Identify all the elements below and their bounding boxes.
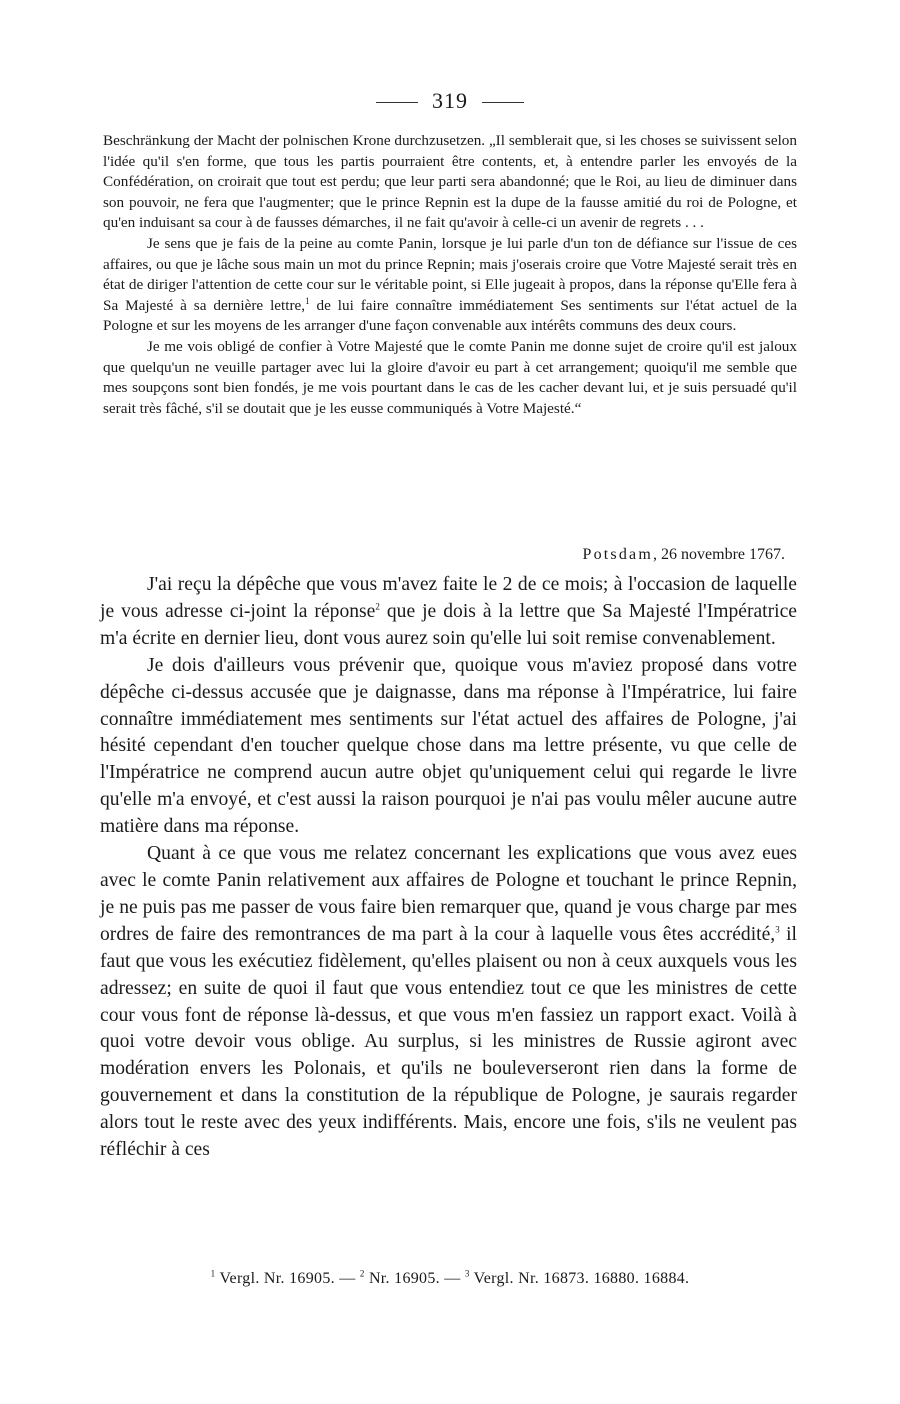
quote-paragraph-2: [103, 234, 797, 337]
footnote-text-1: Vergl. Nr. 16905. —: [215, 1270, 360, 1287]
footnote-mark-3: 3: [464, 1268, 470, 1279]
footnote-mark-2: 2: [359, 1268, 365, 1279]
footnote-text-3: Vergl. Nr. 16873. 16880. 16884.: [469, 1270, 690, 1287]
letter-paragraph-1: [100, 572, 797, 653]
quote-paragraph-2-rest: de lui faire connaître immédiatement Ses sentiments sur l'état actuel de la Pologne et sur les moyens de les arranger d'une façon convenable aux intérêts communs des deux cours.: [103, 296, 797, 335]
dateline-place: Potsdam: [582, 546, 654, 563]
dateline-date: , 26 novembre 1767.: [653, 546, 785, 563]
footnote-ref-1: 1: [305, 295, 310, 306]
letter-paragraph-2: Je dois d'ailleurs vous prévenir que, quoique vous m'aviez proposé dans votre dépêche ci-dessus accusée que je daignasse, dans ma réponse à l'Impératrice, lui faire connaître immédiatement mes sentiments sur l'état actuel des affaires de Pologne, j'ai hésité cependant d'en toucher quelque chose dans ma lettre présente, vu que celle de l'Impératrice ne comprend aucun autre objet qu'uniquement celui qui regarde le livre qu'elle m'a envoyé, et c'est aussi la raison pourquoi je n'ai pas voulu mêler aucune autre matière dans ma réponse.: [100, 654, 797, 838]
letter-paragraph-1-b: que je dois à la lettre que Sa Majesté l'Impératrice m'a écrite en dernier lieu, dont vous aurez soin qu'elle lui soit remise convenablement.: [100, 600, 797, 649]
letter-body: [100, 572, 797, 1164]
quoted-report: [103, 131, 797, 419]
quote-paragraph-1: Beschränkung der Macht der polnischen Krone durchzusetzen. „Il semblerait que, si les choses se suivissent selon l'idée qu'il s'en forme, que tous les partis pourraient être contents, et, à entendre parler les envoyés de la Confédération, on croirait que tout est perdu; que leur parti sera abandonné; que le Roi, au lieu de diminuer dans son pouvoir, ne fera que l'augmenter; que le prince Repnin est la dupe de la fausse amitié du roi de Pologne, et qu'en induisant sa cour à de fausses démarches, il ne fait qu'avoir à celle-ci un avenir de regrets . . .: [103, 132, 797, 232]
page-number: 319: [432, 88, 468, 113]
footnotes: [0, 1270, 900, 1288]
dateline: [103, 546, 785, 564]
letter-paragraph-3-a: Quant à ce que vous me relatez concernant les explications que vous avez eues avec le comte Panin relativement aux affaires de Pologne et touchant le prince Repnin, je ne puis pas me passer de vous faire bien remarquer que, quand je vous charge par mes ordres de faire des remontrances de ma part à la cour à laquelle vous êtes accrédité,: [100, 843, 797, 945]
quote-paragraph-3: Je me vois obligé de confier à Votre Majesté que le comte Panin me donne sujet de croire qu'il est jaloux que quelqu'un ne veuille partager avec lui la gloire d'avoir eu part à cet arrangement; quoiqu'il me semble que mes soupçons sont bien fondés, je me vois pourtant dans le cas de les cacher devant lui, et je suis persuadé qu'il serait très fâché, s'il se doutait que je les eusse communiqués à Votre Majesté.“: [103, 337, 797, 417]
footnote-mark-1: 1: [210, 1268, 216, 1279]
page-header: [0, 88, 900, 114]
footnote-ref-2: 2: [375, 601, 380, 612]
quote-paragraph-2-text: Je sens que je fais de la peine au comte Panin, lorsque je lui parle d'un ton de défiance sur l'issue de ces affaires, ou que je lâche sous main un mot du prince Repnin; mais j'oserais croire que Votre Majesté serait très en état de diriger l'attention de cette cour sur le véritable point, si Elle jugeait à propos, dans la réponse qu'Elle fera à Sa Majesté à sa dernière lettre,: [103, 234, 797, 314]
footnote-text-2: Nr. 16905. —: [364, 1270, 465, 1287]
letter-paragraph-1-a: J'ai reçu la dépêche que vous m'avez faite le 2 de ce mois; à l'occasion de laquelle je vous adresse ci-joint la réponse: [100, 574, 797, 622]
header-rule-right: [482, 102, 524, 103]
letter-paragraph-3-b: il faut que vous les exécutiez fidèlement, qu'elles plaisent ou non à ceux auxquels vous les adressez; en suite de quoi il faut que vous entendiez tout ce que les ministres de cette cour vous font de réponse là-dessus, et que vous m'en fassiez un rapport exact. Voilà à quoi votre devoir vous oblige. Au surplus, si les ministres de Russie agiront avec modération envers les Polonais, et qu'ils ne bouleverseront rien dans la forme de gouvernement et dans la constitution de la république de Pologne, je saurais regarder alors tout le reste avec des yeux indifférents. Mais, encore une fois, s'ils ne veulent pas réfléchir à ces: [100, 923, 797, 1161]
footnote-ref-3: 3: [775, 924, 780, 935]
letter-paragraph-3: [100, 841, 797, 1164]
header-rule-left: [376, 102, 418, 103]
